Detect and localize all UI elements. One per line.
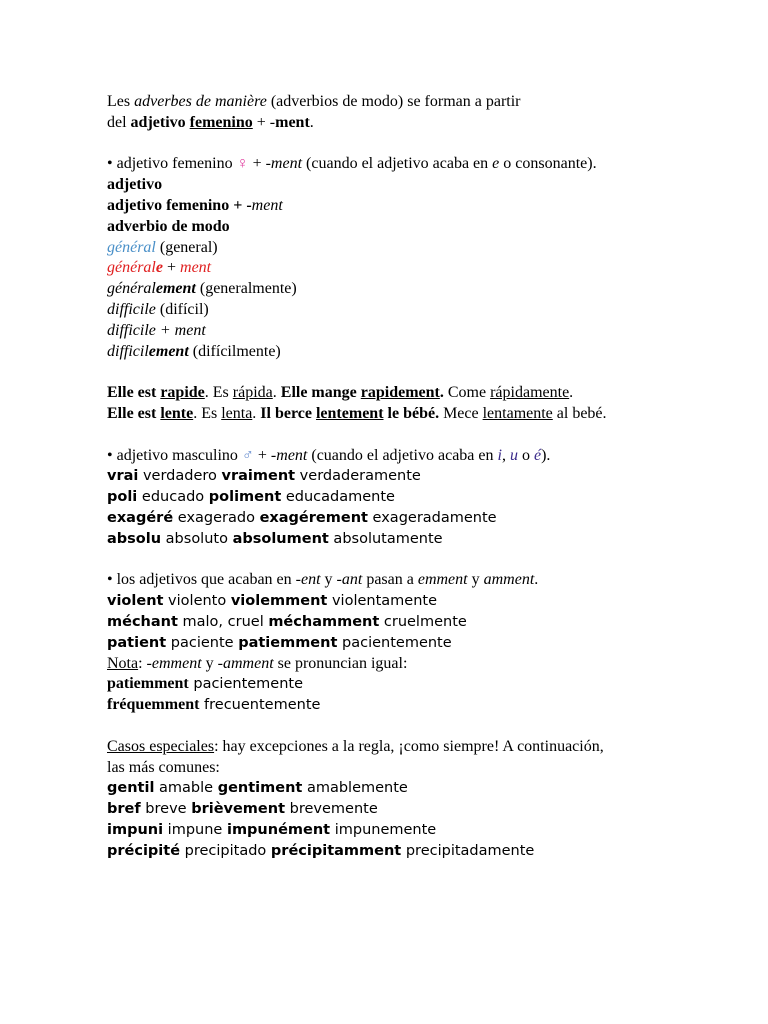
intro-line-1 [107, 92, 727, 113]
text-run: impuni [107, 821, 164, 838]
text-run: se pronuncian igual: [273, 654, 408, 672]
text-run: . [272, 384, 281, 402]
text-run: adjetivo [130, 113, 186, 131]
text-run: y - [201, 654, 223, 672]
rule-line [107, 196, 727, 217]
text-run: poli [107, 489, 138, 506]
rule-line [107, 175, 727, 196]
text-run: rápidamente [490, 384, 570, 402]
text-run: général [107, 280, 156, 298]
text-run: verdadero [138, 468, 222, 485]
text-run: (generalmente) [195, 280, 297, 298]
spacer [107, 425, 727, 446]
text-run: absolutamente [328, 530, 443, 547]
text-run: bref [107, 801, 141, 818]
text-run: ment [180, 259, 212, 277]
text-run: impunément [226, 821, 331, 838]
text-run: o consonante). [499, 155, 597, 173]
text-run: vraiment [221, 468, 296, 485]
text-run: i [497, 446, 502, 464]
text-run: é [533, 446, 542, 464]
text-run: frecuentemente [199, 697, 321, 714]
example-row [107, 778, 727, 799]
text-run: adjetivo [107, 176, 163, 194]
text-run: difficil [107, 342, 149, 360]
text-run: ement [155, 280, 196, 298]
text-run: . Es [204, 384, 233, 402]
example-row [107, 466, 727, 487]
text-run: adverbio de modo [107, 217, 230, 235]
text-run: brièvement [191, 801, 286, 818]
example-row [107, 529, 727, 550]
text-run: (difícil) [155, 300, 209, 318]
text-run: gentiment [217, 780, 303, 797]
text-run: précipité [107, 842, 181, 859]
text-run: ). [541, 446, 551, 464]
text-run: (general) [155, 238, 218, 256]
text-run: . [569, 384, 574, 402]
text-run: rápida [232, 384, 273, 402]
text-run: poliment [208, 489, 282, 506]
text-run: impune [163, 821, 227, 838]
text-run: adjetivo femenino [107, 196, 230, 214]
example-row [107, 799, 727, 820]
emphasized-letter: e [155, 259, 163, 277]
pronunciation-note [107, 654, 727, 675]
feminine-rule-header [107, 154, 727, 175]
text-run: + - [252, 113, 276, 131]
text-run: cruelmente [379, 613, 467, 630]
text-run: ement [148, 342, 189, 360]
text-run: Nota [107, 654, 139, 672]
masculine-rule-header [107, 446, 727, 467]
text-run: général [107, 238, 156, 256]
text-run: educado [137, 489, 209, 506]
text-run: breve [140, 801, 192, 818]
text-run: • adjetivo femenino [107, 155, 237, 173]
text-run: (difícilmente) [188, 342, 281, 360]
text-run: femenino [189, 113, 253, 131]
text-run: ent [300, 571, 321, 589]
example-row [107, 612, 727, 633]
text-run: y [467, 571, 484, 589]
text-run: + - [248, 155, 271, 173]
note-examples [107, 674, 727, 716]
text-run: emment [151, 654, 202, 672]
text-run: lente [160, 404, 194, 422]
text-run: difficile + ment [107, 321, 206, 339]
text-run: ♂ [241, 446, 254, 464]
text-run: • adjetivo masculino [107, 446, 242, 464]
intro-paragraph [107, 92, 727, 134]
feminine-rule-lines [107, 175, 727, 362]
text-run: , [501, 446, 510, 464]
text-run: adverbes de manière [134, 93, 267, 110]
document-body [107, 92, 727, 861]
text-run: violent [107, 593, 164, 610]
text-run: ♀ [236, 155, 249, 173]
text-run: + - [229, 196, 252, 214]
text-run: o [517, 446, 534, 464]
text-run: ment [275, 113, 310, 131]
rule-line [107, 258, 727, 279]
text-run: paciente [166, 634, 239, 651]
text-run: (cuando el adjetivo acaba en [307, 446, 498, 464]
text-run: + [162, 259, 181, 277]
text-run: (adverbios de modo) se forman a partir [266, 93, 521, 110]
rule-line [107, 279, 727, 300]
text-run: lenta [221, 404, 253, 422]
text-run: exagérement [259, 509, 368, 526]
text-run: exageradamente [367, 509, 497, 526]
section-ent-ant-rule [107, 570, 727, 716]
text-run: patiemment [238, 634, 338, 651]
text-run: précipitamment [270, 842, 402, 859]
special-cases-line-1 [107, 737, 727, 758]
example-line-2 [107, 404, 727, 425]
text-run: rapidement [360, 384, 440, 402]
text-run: méchant [107, 613, 178, 630]
text-run: Casos especiales [107, 737, 215, 755]
text-run: educadamente [281, 489, 395, 506]
text-run: rapide [160, 384, 205, 402]
text-run: : hay excepciones a la regla, ¡como siempre! A continuación, [214, 737, 604, 755]
text-run: absolu [107, 530, 162, 547]
text-run: absolument [232, 530, 329, 547]
rule-line [107, 321, 727, 342]
section-feminine-rule [107, 154, 727, 362]
text-run: e [492, 155, 500, 173]
text-run: + - [253, 446, 277, 464]
text-run: Elle est [107, 404, 161, 422]
text-run: ment [276, 446, 308, 464]
text-run: difficile [107, 300, 156, 318]
text-run: patiemment [107, 675, 189, 693]
text-run: impunemente [330, 821, 437, 838]
text-run: amable [154, 780, 218, 797]
text-run: amment [222, 654, 274, 672]
text-run: amment [483, 571, 535, 589]
spacer [107, 716, 727, 737]
example-row [107, 820, 727, 841]
rule-line [107, 342, 727, 363]
text-run: . [309, 113, 314, 131]
text-run: Les [107, 93, 135, 110]
spacer [107, 550, 727, 571]
text-run: Elle mange [280, 384, 361, 402]
text-run: lentement [315, 404, 384, 422]
text-run: ant [341, 571, 363, 589]
text-run: exagéré [107, 509, 174, 526]
special-cases-line-2 [107, 758, 727, 779]
text-run: . [439, 384, 444, 402]
example-row [107, 633, 727, 654]
text-run: pacientemente [337, 634, 452, 651]
example-row [107, 674, 727, 695]
text-run: . [252, 404, 261, 422]
text-run: precipitado [180, 842, 271, 859]
spacer [107, 134, 727, 155]
rule-line [107, 300, 727, 321]
ent-ant-rule-header [107, 570, 727, 591]
text-run: . [534, 571, 539, 589]
text-run: exagerado [173, 509, 260, 526]
text-run: . Es [193, 404, 222, 422]
text-run: al bebé. [552, 404, 607, 422]
text-run: violentamente [327, 593, 438, 610]
section-special-cases [107, 737, 727, 862]
example-sentences [107, 383, 727, 425]
text-run: lentamente [482, 404, 553, 422]
example-row [107, 695, 727, 716]
text-run: vrai [107, 468, 139, 485]
example-row [107, 841, 727, 862]
text-run: • los adjetivos que acaban en - [107, 571, 301, 589]
text-run: gentil [107, 780, 155, 797]
text-run: Il berce [260, 404, 316, 422]
text-run: générale [107, 259, 163, 277]
text-run: emment [417, 571, 468, 589]
text-run: ment [270, 155, 303, 173]
text-run: violemment [230, 593, 328, 610]
text-run: : - [138, 654, 152, 672]
text-run: verdaderamente [295, 468, 421, 485]
text-run: brevemente [285, 801, 378, 818]
example-row [107, 591, 727, 612]
text-run: pasan a [362, 571, 418, 589]
text-run: fréquemment [107, 696, 200, 714]
text-run: Elle est [107, 384, 161, 402]
example-line-1 [107, 383, 727, 404]
text-run: ment [251, 196, 283, 214]
text-run: u [509, 446, 518, 464]
example-row [107, 487, 727, 508]
text-run: le bébé. [383, 404, 440, 422]
masculine-examples [107, 466, 727, 549]
text-run: y - [320, 571, 342, 589]
rule-line [107, 217, 727, 238]
text-run: absoluto [161, 530, 233, 547]
text-run: méchamment [268, 613, 380, 630]
special-cases-examples [107, 778, 727, 861]
text-run: precipitadamente [401, 842, 535, 859]
text-run: malo, cruel [177, 613, 269, 630]
section-masculine-rule [107, 446, 727, 550]
text-run: patient [107, 634, 167, 651]
intro-line-2 [107, 113, 727, 134]
text-run: las más comunes: [107, 758, 220, 776]
text-run: amablemente [302, 780, 408, 797]
text-run: Come [443, 384, 491, 402]
text-run: (cuando el adjetivo acaba en [302, 155, 493, 173]
text-run: pacientemente [188, 676, 304, 693]
example-row [107, 508, 727, 529]
text-run: del [107, 113, 131, 131]
rule-line [107, 238, 727, 259]
spacer [107, 362, 727, 383]
text-run: violento [163, 593, 231, 610]
ent-ant-examples [107, 591, 727, 653]
text-run: Mece [439, 404, 483, 422]
